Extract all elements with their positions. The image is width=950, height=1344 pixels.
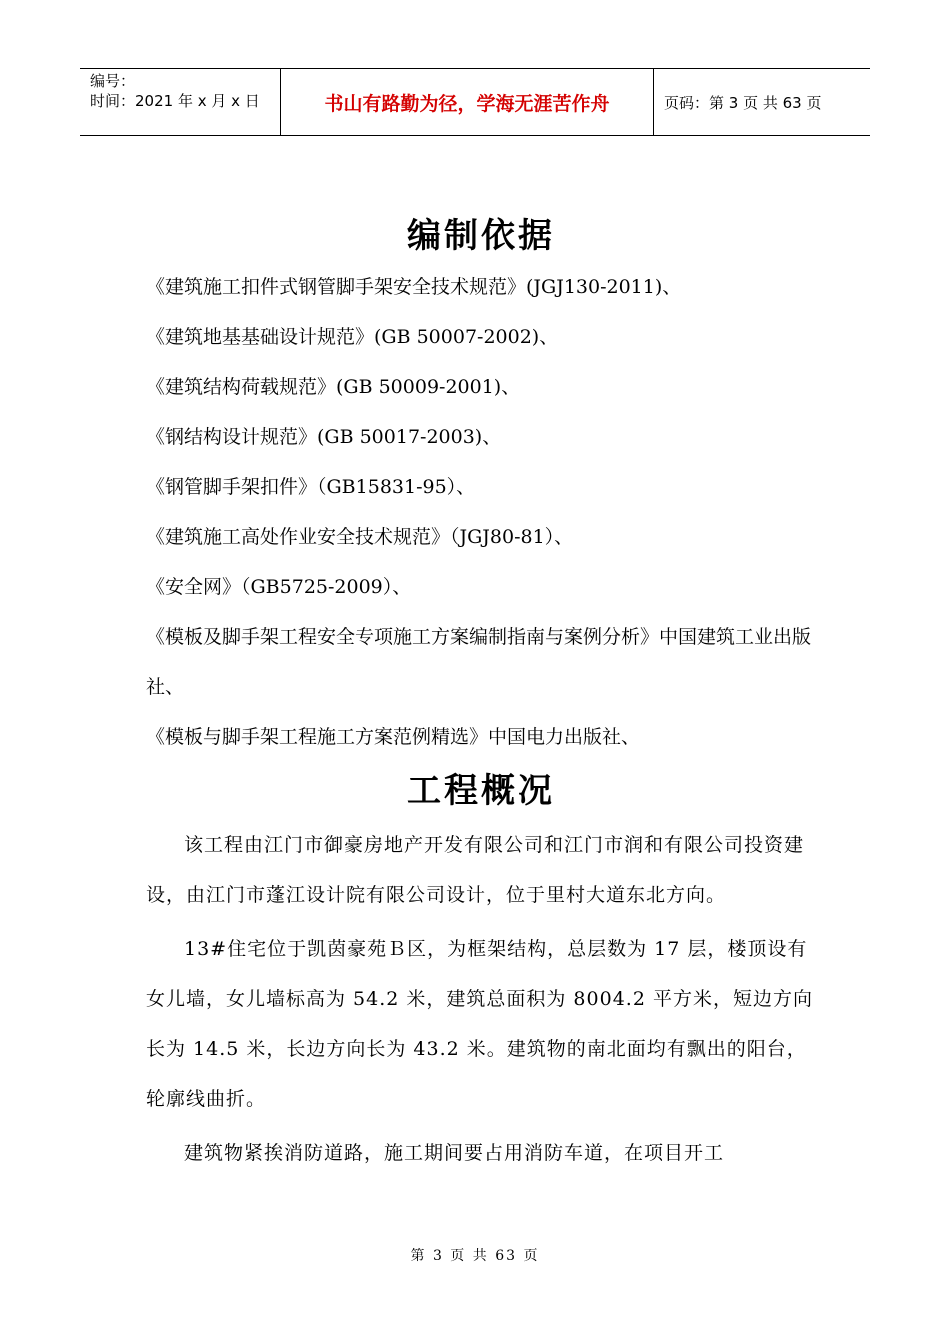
paragraph: 建筑物紧挨消防道路，施工期间要占用消防车道，在项目开工 bbox=[184, 1142, 725, 1164]
page-header bbox=[80, 68, 870, 136]
reference-item: 《钢管脚手架扣件》（GB15831-95）、 bbox=[146, 476, 476, 498]
document-number: 编号： bbox=[90, 72, 136, 90]
header-motto: 书山有路勤为径，学海无涯苦作舟 bbox=[280, 69, 654, 135]
section-title-overview: 工程概况 bbox=[407, 771, 555, 811]
document-body bbox=[146, 210, 816, 1182]
reference-item: 《建筑施工扣件式钢管脚手架安全技术规范》(JGJ130-2011)、 bbox=[146, 276, 682, 298]
reference-item: 《建筑结构荷载规范》(GB 50009-2001)、 bbox=[146, 376, 521, 398]
reference-item: 《安全网》（GB5725-2009）、 bbox=[146, 576, 412, 598]
reference-item: 《建筑施工高处作业安全技术规范》（JGJ80-81）、 bbox=[146, 526, 574, 548]
overview-text bbox=[146, 820, 816, 1178]
header-meta bbox=[80, 69, 280, 135]
paragraph: 13#住宅位于凯茵豪苑Ｂ区，为框架结构，总层数为 17 层，楼顶设有女儿墙，女儿墙标高为 54.2 米，建筑总面积为 8004.2 平方米，短边方向长为 14.5 米，长边方向长为 43.2 米。建筑物的南北面均有飘出的阳台，轮廓线曲折。 bbox=[146, 938, 813, 1110]
reference-item: 《模板及脚手架工程安全专项施工方案编制指南与案例分析》中国建筑工业出版社、 bbox=[146, 626, 812, 698]
reference-item: 《建筑地基基础设计规范》(GB 50007-2002)、 bbox=[146, 326, 559, 348]
document-date: 时间：2021 年 x 月 x 日 bbox=[90, 92, 260, 110]
reference-item: 《模板与脚手架工程施工方案范例精选》中国电力出版社、 bbox=[146, 726, 641, 748]
page-footer: 第 3 页 共 63 页 bbox=[410, 1248, 540, 1264]
reference-list bbox=[146, 262, 816, 762]
reference-item: 《钢结构设计规范》(GB 50017-2003)、 bbox=[146, 426, 502, 448]
section-title-basis: 编制依据 bbox=[407, 216, 555, 256]
header-page-number: 页码：第 3 页 共 63 页 bbox=[664, 93, 822, 112]
paragraph: 该工程由江门市御豪房地产开发有限公司和江门市润和有限公司投资建设，由江门市蓬江设计院有限公司设计，位于里村大道东北方向。 bbox=[146, 834, 805, 906]
